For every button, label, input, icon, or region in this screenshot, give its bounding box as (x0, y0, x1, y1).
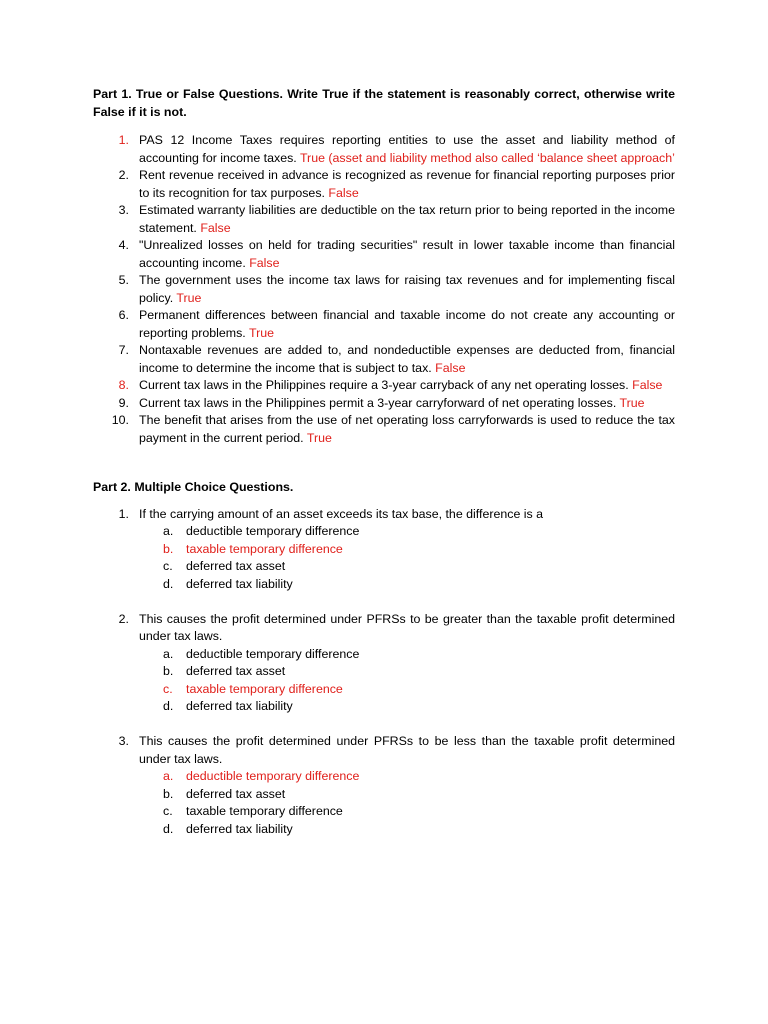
question-text: This causes the profit determined under PFRSs to be greater than the taxable profit determined under tax laws. (139, 611, 675, 643)
choice-text: deductible temporary difference (186, 524, 360, 538)
document-content (93, 86, 675, 856)
choice-letter: a. (163, 769, 174, 783)
choice-item (93, 681, 675, 699)
tf-item (93, 342, 675, 377)
choice-item (93, 558, 675, 576)
mc-question-stem (93, 506, 675, 524)
item-number: 6. (118, 308, 129, 322)
tf-item (93, 202, 675, 237)
item-number: 9. (118, 395, 129, 410)
choice-text: taxable temporary difference (186, 541, 343, 556)
choice-item (93, 821, 675, 839)
answer-text: True (619, 395, 645, 410)
answer-text: False (632, 378, 663, 392)
choice-item (93, 698, 675, 716)
question-text: PAS 12 Income Taxes requires reporting entities to use the asset and liability method of accounting for income taxes. (139, 133, 675, 165)
choice-letter: c. (163, 804, 173, 818)
mc-question-stem (93, 611, 675, 646)
part2-heading: Part 2. Multiple Choice Questions. (93, 480, 294, 494)
answer-text: True (176, 290, 202, 305)
mc-question (93, 611, 675, 716)
question-text: Current tax laws in the Philippines require a 3-year carryback of any net operating losses. (139, 378, 629, 392)
choice-text: deferred tax asset (186, 559, 286, 573)
choice-item (93, 786, 675, 804)
choice-item (93, 663, 675, 681)
question-text: The government uses the income tax laws for raising tax revenues and for implementing fiscal policy. (139, 273, 675, 305)
item-number: 2. (118, 168, 129, 182)
tf-item (93, 132, 675, 167)
mc-question-stem (93, 733, 675, 768)
choice-letter: b. (163, 786, 174, 801)
choice-letter: b. (163, 541, 174, 556)
answer-text: True (asset and liability method also called ‘balance sheet approach’ (299, 150, 675, 165)
question-text: "Unrealized losses on held for trading securities" result in lower taxable income than financial accounting income. (139, 238, 675, 270)
true-false-list (93, 132, 675, 447)
part1-heading: Part 1. True or False Questions. Write True if the statement is reasonably correct, otherwise write False if it is not. (93, 87, 675, 119)
tf-item (93, 377, 675, 395)
tf-item (93, 412, 675, 447)
question-text: Nontaxable revenues are added to, and nondeductible expenses are deducted from, financial income to determine the income that is subject to tax. (139, 343, 675, 375)
answer-text: True (248, 325, 274, 340)
choice-item (93, 576, 675, 594)
choice-item (93, 646, 675, 664)
question-number: 2. (118, 611, 129, 626)
item-number: 7. (118, 343, 129, 357)
choice-list (93, 523, 675, 593)
question-text: The benefit that arises from the use of net operating loss carryforwards is used to reduce the tax payment in the current period. (139, 413, 675, 445)
answer-text: True (306, 430, 332, 445)
choice-text: deductible temporary difference (186, 769, 360, 783)
tf-item (93, 307, 675, 342)
answer-text: False (328, 185, 359, 200)
question-text: Permanent differences between financial and taxable income do not create any accounting or reporting problems. (139, 308, 675, 340)
choice-text: taxable temporary difference (186, 681, 343, 696)
answer-text: False (435, 360, 466, 375)
question-text: If the carrying amount of an asset exceeds its tax base, the difference is a (139, 506, 544, 521)
answer-text: False (200, 220, 231, 235)
item-number: 5. (118, 273, 129, 287)
choice-item (93, 541, 675, 559)
item-number: 8. (118, 378, 129, 392)
question-text: Estimated warranty liabilities are deductible on the tax return prior to being reported in the income statement. (139, 203, 675, 235)
choice-text: deferred tax asset (186, 664, 286, 678)
tf-item (93, 395, 675, 413)
choice-letter: b. (163, 664, 174, 678)
question-text: Current tax laws in the Philippines permit a 3-year carryforward of net operating losses. (139, 395, 617, 410)
answer-text: False (249, 255, 280, 270)
tf-item (93, 237, 675, 272)
choice-text: deferred tax liability (186, 699, 293, 713)
tf-item (93, 167, 675, 202)
choice-letter: a. (163, 524, 174, 538)
question-text: Rent revenue received in advance is recognized as revenue for financial reporting purposes prior to its recognition for tax purposes. (139, 168, 675, 200)
choice-text: deferred tax asset (186, 786, 286, 801)
choice-item (93, 768, 675, 786)
item-number: 10. (111, 413, 129, 427)
choice-list (93, 646, 675, 716)
choice-item (93, 803, 675, 821)
choice-letter: d. (163, 821, 174, 836)
choice-letter: d. (163, 699, 174, 713)
question-text: This causes the profit determined under PFRSs to be less than the taxable profit determined under tax laws. (139, 734, 675, 766)
choice-letter: c. (163, 559, 173, 573)
choice-list (93, 768, 675, 838)
mc-question (93, 733, 675, 838)
question-number: 3. (118, 734, 129, 748)
item-number: 4. (118, 238, 129, 252)
item-number: 3. (118, 203, 129, 217)
question-number: 1. (118, 506, 129, 521)
choice-text: deferred tax liability (186, 821, 293, 836)
choice-letter: c. (163, 681, 173, 696)
choice-text: deductible temporary difference (186, 646, 360, 661)
choice-item (93, 523, 675, 541)
tf-item (93, 272, 675, 307)
choice-text: deferred tax liability (186, 576, 293, 591)
choice-letter: a. (163, 646, 174, 661)
item-number: 1. (118, 133, 129, 147)
choice-text: taxable temporary difference (186, 804, 343, 818)
mc-question (93, 506, 675, 594)
choice-letter: d. (163, 576, 174, 591)
